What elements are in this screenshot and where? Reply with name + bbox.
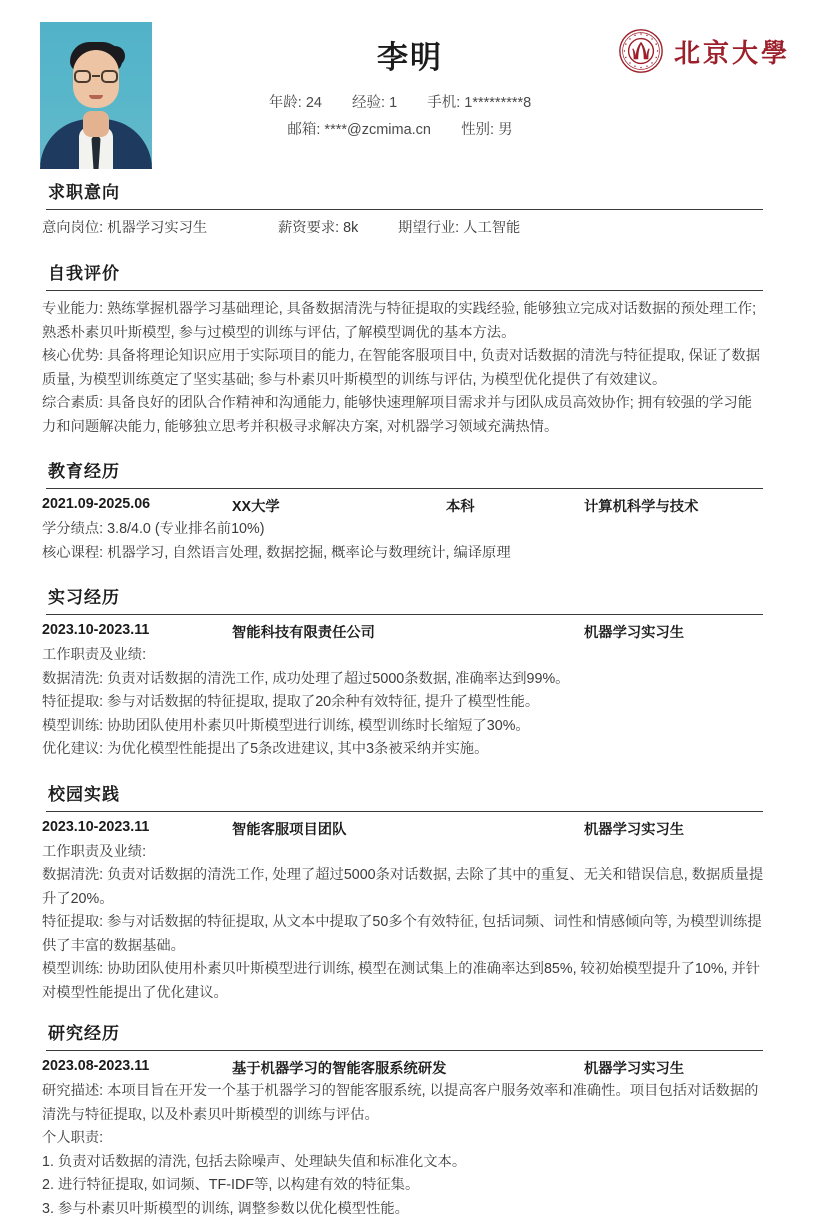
self-evaluation-paragraph: 专业能力: 熟练掌握机器学习基础理论, 具备数据清洗与特征提取的实践经验, 能够独立完成对话数据的预处理工作; 熟悉朴素贝叶斯模型, 参与过模型的训练与评估, 了解模型调优的基本方法。 (42, 298, 766, 345)
research-responsibility-item: 2. 进行特征提取, 如词频、TF-IDF等, 以构建有效的特征集。 (42, 1174, 766, 1198)
research-responsibilities-label: 个人职责: (42, 1127, 766, 1151)
experience-field: 经验: 1 (352, 95, 397, 111)
education-details (42, 518, 766, 565)
section-title-job-intention: 求职意向 (48, 178, 766, 209)
self-evaluation-paragraph: 核心优势: 具备将理论知识应用于实际项目的能力, 在智能客服项目中, 负责对话数据的清洗与特征提取, 保证了数据质量, 为模型训练奠定了坚实基础; 参与朴素贝叶斯模型的训练与评估, 为模型优化提供了有效建议。 (42, 345, 766, 392)
section-divider (46, 811, 763, 812)
campus-duty-item: 模型训练: 协助团队使用朴素贝叶斯模型进行训练, 模型在测试集上的准确率达到85%, 较初始模型提升了10%, 并针对模型性能提出了优化建议。 (42, 958, 766, 1005)
internship-details (42, 644, 766, 762)
photo-mouth (89, 95, 103, 99)
self-evaluation-body (42, 298, 766, 439)
research-entry-row (42, 1058, 766, 1078)
education-school: XX大学 (232, 496, 446, 516)
section-title-campus-practice: 校园实践 (48, 780, 766, 811)
contact-line-2 (160, 117, 640, 144)
campus-role: 机器学习实习生 (584, 819, 766, 839)
research-description: 研究描述: 本项目旨在开发一个基于机器学习的智能客服系统, 以提高客户服务效率和准确性。项目包括对话数据的清洗与特征提取, 以及朴素贝叶斯模型的训练与评估。 (42, 1080, 766, 1127)
section-title-self-evaluation: 自我评价 (48, 259, 766, 290)
campus-entry-row (42, 819, 766, 839)
section-title-internship: 实习经历 (48, 583, 766, 614)
section-title-research: 研究经历 (48, 1019, 766, 1050)
university-name: 北京大學 (674, 33, 790, 70)
research-details (42, 1080, 766, 1221)
university-logo (618, 28, 790, 74)
internship-date: 2023.10-2023.11 (42, 622, 232, 642)
campus-duties-label: 工作职责及业绩: (42, 841, 766, 865)
education-gpa: 学分绩点: 3.8/4.0 (专业排名前10%) (42, 518, 766, 542)
university-seal-icon (618, 28, 664, 74)
phone-field: 手机: 1*********8 (427, 95, 531, 111)
internship-duty-item: 特征提取: 参与对话数据的特征提取, 提取了20余种有效特征, 提升了模型性能。 (42, 691, 766, 715)
education-courses: 核心课程: 机器学习, 自然语言处理, 数据挖掘, 概率论与数理统计, 编译原理 (42, 542, 766, 566)
education-major: 计算机科学与技术 (584, 496, 766, 516)
email-field: 邮箱: ****@zcmima.cn (287, 122, 431, 138)
research-responsibility-item: 1. 负责对话数据的清洗, 包括去除噪声、处理缺失值和标准化文本。 (42, 1151, 766, 1175)
internship-duty-item: 数据清洗: 负责对话数据的清洗工作, 成功处理了超过5000条数据, 准确率达到99%。 (42, 668, 766, 692)
age-field: 年龄: 24 (269, 95, 322, 111)
section-divider (46, 209, 763, 210)
contact-info (160, 90, 640, 144)
campus-details (42, 841, 766, 1006)
desired-position: 意向岗位: 机器学习实习生 (42, 217, 278, 237)
internship-entry-row (42, 622, 766, 642)
section-divider (46, 488, 763, 489)
section-self-evaluation (0, 259, 820, 439)
desired-industry: 期望行业: 人工智能 (398, 217, 520, 237)
internship-duty-item: 优化建议: 为优化模型性能提出了5条改进建议, 其中3条被采纳并实施。 (42, 738, 766, 762)
section-campus-practice (0, 780, 820, 1006)
internship-duty-item: 模型训练: 协助团队使用朴素贝叶斯模型进行训练, 模型训练时长缩短了30%。 (42, 715, 766, 739)
section-divider (46, 1050, 763, 1051)
salary-expectation: 薪资要求: 8k (278, 217, 398, 237)
section-divider (46, 290, 763, 291)
education-entry-row (42, 496, 766, 516)
research-date: 2023.08-2023.11 (42, 1058, 232, 1078)
education-degree: 本科 (446, 496, 584, 516)
section-title-education: 教育经历 (48, 457, 766, 488)
campus-duty-item: 特征提取: 参与对话数据的特征提取, 从文本中提取了50多个有效特征, 包括词频、词性和情感倾向等, 为模型训练提供了丰富的数据基础。 (42, 911, 766, 958)
section-divider (46, 614, 763, 615)
section-research (0, 1019, 820, 1221)
photo-neck (83, 111, 109, 137)
research-role: 机器学习实习生 (584, 1058, 766, 1078)
internship-company: 智能科技有限责任公司 (232, 622, 584, 642)
resume-header (0, 0, 820, 178)
job-intention-row (42, 217, 766, 237)
section-job-intention (0, 178, 820, 237)
page-title: 李明 (0, 32, 820, 77)
self-evaluation-paragraph: 综合素质: 具备良好的团队合作精神和沟通能力, 能够快速理解项目需求并与团队成员高效协作; 拥有较强的学习能力和问题解决能力, 能够独立思考并积极寻求解决方案, 对机器学习领域充满热情。 (42, 392, 766, 439)
section-education (0, 457, 820, 565)
internship-duties-label: 工作职责及业绩: (42, 644, 766, 668)
campus-duty-item: 数据清洗: 负责对话数据的清洗工作, 处理了超过5000条对话数据, 去除了其中的重复、无关和错误信息, 数据质量提升了20%。 (42, 864, 766, 911)
campus-date: 2023.10-2023.11 (42, 819, 232, 839)
research-project: 基于机器学习的智能客服系统研发 (232, 1058, 584, 1078)
education-date: 2021.09-2025.06 (42, 496, 232, 516)
research-responsibility-item: 3. 参与朴素贝叶斯模型的训练, 调整参数以优化模型性能。 (42, 1198, 766, 1221)
campus-organization: 智能客服项目团队 (232, 819, 584, 839)
gender-field: 性别: 男 (461, 122, 513, 138)
internship-role: 机器学习实习生 (584, 622, 766, 642)
contact-line-1 (160, 90, 640, 117)
section-internship (0, 583, 820, 762)
